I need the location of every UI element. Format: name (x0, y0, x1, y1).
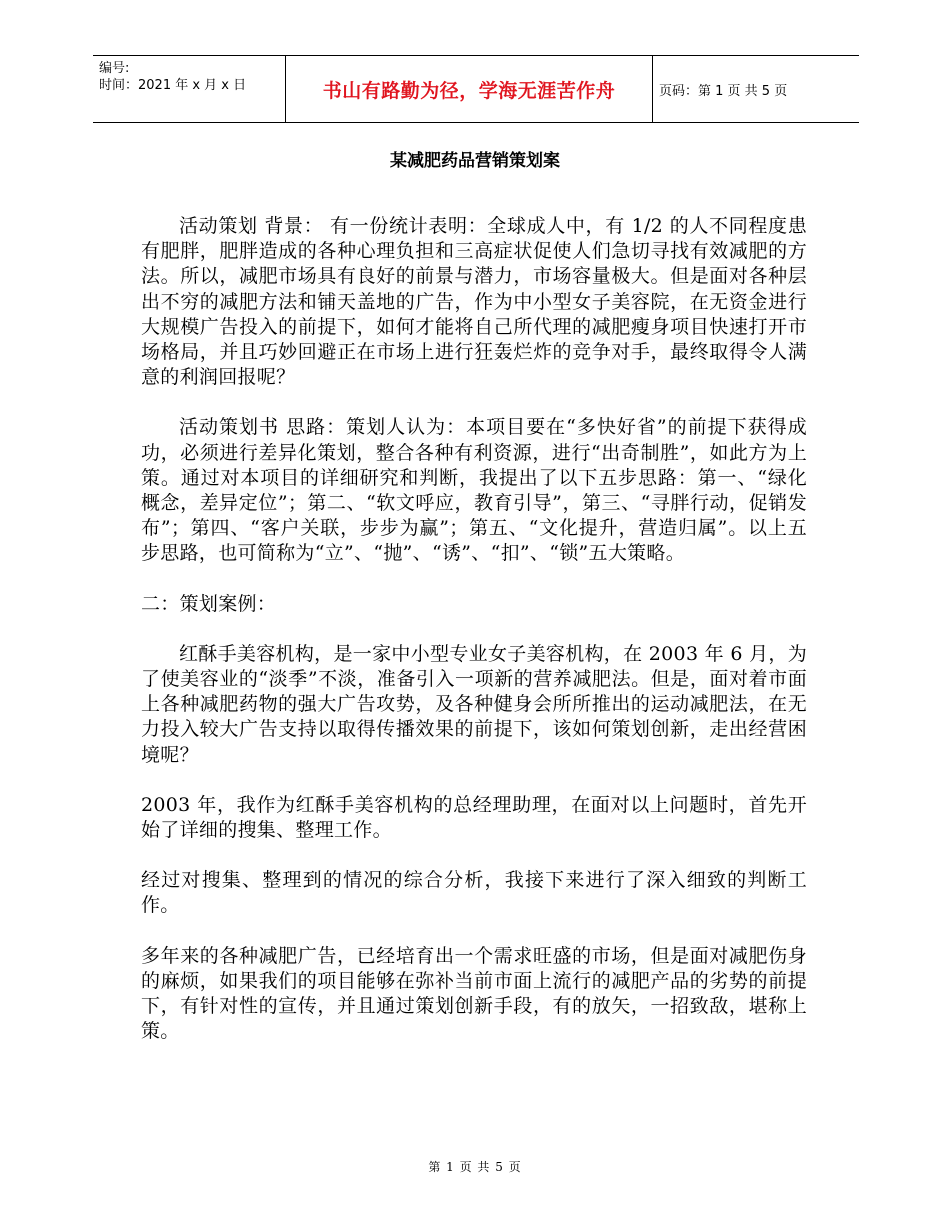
paragraph-case-intro: 红酥手美容机构，是一家中小型专业女子美容机构，在 2003 年 6 月，为了使美容业的“淡季”不淡，准备引入一项新的营养减肥法。但是，面对着市面上各种减肥药物的强大广告攻势，及各种健身会所所推出的运动减肥法，在无力投入较大广告支持以取得传播效果的前提下，该如何策划创新，走出经营困境呢？ (141, 642, 807, 766)
page-footer: 第 1 页 共 5 页 (428, 1160, 522, 1174)
section-heading-case: 二：策划案例： (141, 592, 277, 615)
page-header (93, 55, 859, 123)
paragraph-conclusion: 多年来的各种减肥广告，已经培育出一个需求旺盛的市场，但是面对减肥伤身的麻烦，如果我们的项目能够在弥补当前市面上流行的减肥产品的劣势的前提下，有针对性的宣传，并且通过策划创新手段，有的放矢，一招致敌，堪称上策。 (141, 944, 807, 1043)
paragraph-approach: 活动策划书 思路：策划人认为：本项目要在“多快好省”的前提下获得成功，必须进行差异化策划，整合各种有利资源，进行“出奇制胜”，如此方为上策。通过对本项目的详细研究和判断，我提出了以下五步思路：第一、“绿化概念，差异定位”；第二、“软文呼应，教育引导”，第三、“寻胖行动，促销发布”；第四、“客户关联，步步为赢”；第五、“文化提升，营造归属”。以上五步思路，也可简称为“立”、“抛”、“诱”、“扣”、“锁”五大策略。 (141, 416, 807, 565)
document-body (141, 214, 807, 1069)
page-info-text: 页码：第 1 页 共 5 页 (659, 83, 788, 99)
document-date: 时间：2021 年 x 月 x 日 (99, 78, 247, 93)
motto-text: 书山有路勤为径，学海无涯苦作舟 (322, 79, 616, 102)
document-number-label: 编号: (99, 61, 130, 76)
paragraph-analysis: 经过对搜集、整理到的情况的综合分析，我接下来进行了深入细致的判断工作。 (141, 869, 807, 917)
document-title: 某减肥药品营销策划案 (390, 151, 560, 171)
paragraph-collection: 2003 年，我作为红酥手美容机构的总经理助理，在面对以上问题时，首先开始了详细的搜集、整理工作。 (141, 793, 807, 842)
paragraph-background: 活动策划 背景： 有一份统计表明：全球成人中，有 1/2 的人不同程度患有肥胖，肥胖造成的各种心理负担和三高症状促使人们急切寻找有效减肥的方法。所以，减肥市场具有良好的前景与潜力，市场容量极大。但是面对各种层出不穷的减肥方法和铺天盖地的广告，作为中小型女子美容院，在无资金进行大规模广告投入的前提下，如何才能将自己所代理的减肥瘦身项目快速打开市场格局，并且巧妙回避正在市场上进行狂轰烂炸的竞争对手，最终取得令人满意的利润回报呢？ (141, 215, 807, 389)
header-meta (99, 60, 246, 94)
header-motto-cell (285, 56, 653, 122)
header-page-info (659, 56, 787, 122)
